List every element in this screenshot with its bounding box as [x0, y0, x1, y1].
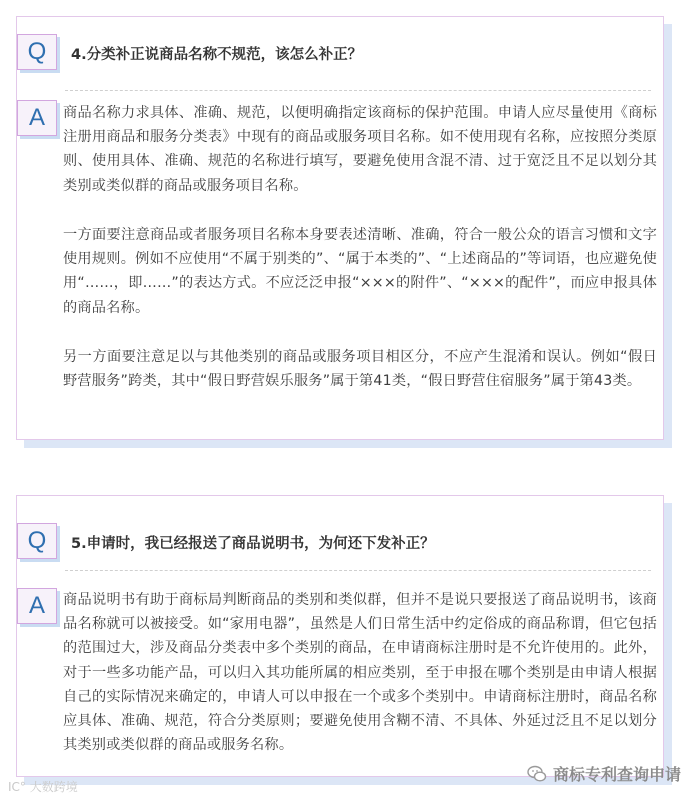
divider: [65, 570, 651, 571]
watermark-text: 商标专利查询申请: [552, 765, 681, 784]
answer-badge: A: [17, 588, 57, 624]
qa-card-4: [16, 16, 664, 440]
question-badge: Q: [17, 34, 57, 70]
divider: [65, 90, 651, 91]
answer-paragraph: 商品名称力求具体、准确、规范，以便明确指定该商标的保护范围。申请人应尽量使用《商标注册用商品和服务分类表》中现有的商品或服务项目名称。如不使用现有名称，应按照分类原则、使用具体、准确、规范的名称进行填写，要避免使用含混不清、过于宽泛且不足以划分其类别或类似群的商品或服务项目名称。: [63, 105, 657, 194]
question-badge: Q: [17, 523, 57, 559]
answer-paragraph: 一方面要注意商品或者服务项目名称本身要表述清晰、准确，符合一般公众的语言习惯和文字使用规则。例如不应使用“不属于别类的”、“属于本类的”、“上述商品的”等词语，也应避免使用“……，即……”的表达方式。不应泛泛申报“×××的附件”、“×××的配件”，而应申报具体的商品名称。: [63, 227, 657, 316]
watermark-right: [527, 762, 681, 785]
answer-paragraph: 另一方面要注意足以与其他类别的商品或服务项目相区分，不应产生混淆和误认。例如“假日野营服务”跨类，其中“假日野营娱乐服务”属于第41类，“假日野营住宿服务”属于第43类。: [63, 349, 657, 390]
watermark-left: IC° 大数跨境: [8, 780, 78, 794]
qa-card-5: [16, 495, 664, 777]
question-title: 4.分类补正说商品名称不规范，该怎么补正？: [71, 47, 363, 63]
answer-badge: A: [17, 100, 57, 136]
wechat-icon: [527, 764, 547, 784]
question-title: 5.申请时，我已经报送了商品说明书，为何还下发补正？: [71, 536, 435, 552]
answer-paragraph: 商品说明书有助于商标局判断商品的类别和类似群，但并不是说只要报送了商品说明书，该商品名称就可以被接受。如“家用电器”，虽然是人们日常生活中约定俗成的商品称谓，但它包括的范围过大，涉及商品分类表中多个类别的商品，在申请商标注册时是不允许使用的。此外，对于一些多功能产品，可以归入其功能所属的相应类别，至于申报在哪个类别是由申请人根据自己的实际情况来确定的，申请人可以申报在一个或多个类别中。申请商标注册时，商品名称应具体、准确、规范，符合分类原则；要避免使用含糊不清、不具体、外延过泛且不足以划分其类别或类似群的商品或服务名称。: [63, 592, 657, 754]
